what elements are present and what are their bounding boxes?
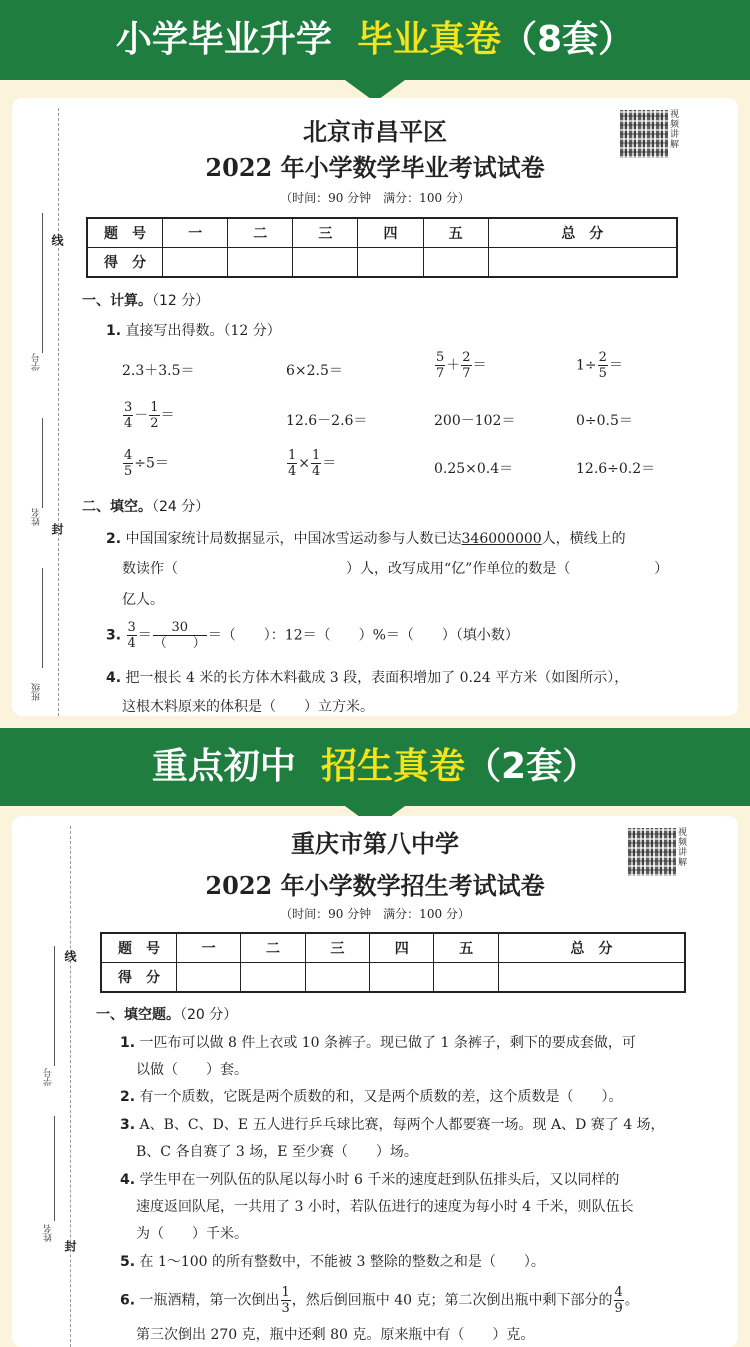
side-field-line xyxy=(42,418,43,508)
question-6: 6. 一瓶酒精，第一次倒出 $\frac{1}{3}$ ，然后倒回瓶中 40 克；第二次倒出瓶中剩下部分的 $\frac{4}{9}$ 。 xyxy=(120,1285,639,1316)
score-cell[interactable] xyxy=(177,963,241,993)
calc-item: 200－102＝ xyxy=(434,413,516,429)
score-cell[interactable] xyxy=(488,248,677,278)
exam-paper-1 xyxy=(12,98,738,716)
exam-region: 重庆市第八中学 xyxy=(291,829,459,858)
score-cell[interactable] xyxy=(498,963,685,993)
qr-label: 视 频 讲 解 xyxy=(670,110,680,150)
side-field-line xyxy=(42,213,43,353)
score-cell[interactable] xyxy=(163,248,228,278)
side-label-xingming: 姓名 xyxy=(44,1224,54,1242)
question-2-line: 亿人。 xyxy=(122,592,164,608)
question-1: 1. 一匹布可以做 8 件上衣或 10 条裤子。现已做了 1 条裤子，剩下的要成套做，可 xyxy=(120,1035,636,1051)
question-3: 3. $\frac{3}{4}$ ＝ $\frac{30}{( )}$ ＝（ ）：12＝（ ）%＝（ ）（填小数） xyxy=(106,620,519,651)
question-2: 2. 有一个质数，它既是两个质数的和，又是两个质数的差，这个质数是（ ）。 xyxy=(120,1089,623,1105)
side-char-xian: 线 xyxy=(50,234,64,246)
calc-item: $\frac{4}{5}$ ÷5＝ xyxy=(124,448,169,479)
section-heading: 二、填空。（24 分） xyxy=(82,499,210,515)
side-char-feng: 封 xyxy=(63,1240,77,1252)
calc-item: $\frac{3}{4}$ － $\frac{1}{2}$ ＝ xyxy=(124,400,175,431)
side-char-xian: 线 xyxy=(63,950,77,962)
score-cell[interactable] xyxy=(241,963,305,993)
calc-item: $\frac{1}{4}$ × $\frac{1}{4}$ ＝ xyxy=(288,448,337,479)
exam-title: 2022 年小学数学招生考试试卷 xyxy=(205,871,545,900)
question-3: 3. A、B、C、D、E 五人进行乒乓球比赛，每两个人都要赛一场。现 A、D 赛了 4 场， xyxy=(120,1117,665,1133)
score-table xyxy=(86,217,678,278)
score-table-row: 得 分 xyxy=(101,963,685,993)
section-heading: 一、填空题。（20 分） xyxy=(96,1007,238,1023)
score-cell[interactable] xyxy=(423,248,488,278)
side-field-line xyxy=(54,946,55,1066)
score-table xyxy=(100,932,686,993)
score-cell[interactable] xyxy=(305,963,369,993)
score-cell[interactable] xyxy=(370,963,434,993)
question-4-line: 速度返回队尾，一共用了 3 小时，若队伍进行的速度为每小时 4 千米，则队伍长 xyxy=(136,1199,634,1215)
calc-item: 12.6÷0.2＝ xyxy=(576,461,656,477)
score-cell[interactable] xyxy=(434,963,498,993)
side-char-feng: 封 xyxy=(50,523,64,535)
question-4-line: 为（ ）千米。 xyxy=(136,1226,248,1242)
banner-white-text: 小学毕业升学 xyxy=(115,19,332,60)
side-field-line xyxy=(42,568,43,668)
exam-title: 2022 年小学数学毕业考试试卷 xyxy=(205,153,545,182)
side-field-line xyxy=(54,1116,55,1221)
score-table-header: 题 号 一 二 三 四 五 总 分 xyxy=(101,933,685,963)
question-3-line: B、C 各自赛了 3 场，E 至少赛（ ）场。 xyxy=(136,1144,418,1160)
banner-highlight-text: 毕业真卷 xyxy=(357,19,502,60)
score-cell[interactable] xyxy=(358,248,423,278)
side-label-banji: 班级 xyxy=(32,683,42,701)
banner-white-text: 重点初中 xyxy=(151,746,296,787)
question-4: 4. 把一根长 4 米的长方体木料截成 3 段，表面积增加了 0.24 平方米（如图所示）， xyxy=(106,670,629,686)
score-cell[interactable] xyxy=(228,248,293,278)
calc-item: 12.6－2.6＝ xyxy=(286,413,368,429)
question-4-line: 这根木料原来的体积是（ ）立方米。 xyxy=(122,699,374,715)
score-table-header: 题 号 一 二 三 四 五 总 分 xyxy=(87,218,677,248)
section-heading: 一、计算。（12 分） xyxy=(82,293,210,309)
exam-paper-2 xyxy=(12,816,738,1347)
calc-item: 0÷0.5＝ xyxy=(576,413,633,429)
question-5: 5. 在 1～100 的所有整数中，不能被 3 整除的整数之和是（ ）。 xyxy=(120,1254,545,1270)
side-label-xuehao: 学号 xyxy=(32,353,42,371)
exam-time-info: （时间：90 分钟 满分：100 分） xyxy=(280,191,470,205)
question-1-line: 以做（ ）套。 xyxy=(136,1062,248,1078)
score-cell[interactable] xyxy=(293,248,358,278)
question-2-line: 数读作（ ）人，改写成用“亿”作单位的数是（ ） xyxy=(122,561,669,577)
qr-code[interactable] xyxy=(620,110,668,158)
side-label-xuehao: 学号 xyxy=(44,1068,54,1086)
question-2: 2. 中国国家统计局数据显示，中国冰雪运动参与人数已达346000000人，横线上的 xyxy=(106,531,626,547)
calc-item: 2.3＋3.5＝ xyxy=(122,363,195,379)
score-table-row: 得 分 xyxy=(87,248,677,278)
middle-banner xyxy=(0,728,750,806)
calc-item: 0.25×0.4＝ xyxy=(434,461,514,477)
calc-item: 1÷ $\frac{2}{5}$ ＝ xyxy=(576,350,623,381)
question-4: 4. 学生甲在一列队伍的队尾以每小时 6 千米的速度赶到队伍排头后，又以同样的 xyxy=(120,1172,620,1188)
exam-region: 北京市昌平区 xyxy=(303,117,447,146)
banner-highlight-text: 招生真卷 xyxy=(321,746,466,787)
qr-code[interactable] xyxy=(628,828,676,876)
side-label-xingming: 姓名 xyxy=(32,508,42,526)
calc-item: 6×2.5＝ xyxy=(286,363,343,379)
banner-suffix: （8套） xyxy=(501,19,635,60)
question-1: 1. 直接写出得数。（12 分） xyxy=(106,323,281,339)
question-6-line: 第三次倒出 270 克，瓶中还剩 80 克。原来瓶中有（ ）克。 xyxy=(136,1327,535,1343)
banner-suffix: （2套） xyxy=(465,746,599,787)
calc-item: $\frac{5}{7}$ ＋ $\frac{2}{7}$ ＝ xyxy=(436,350,487,381)
qr-label: 视 频 讲 解 xyxy=(678,828,688,868)
exam-time-info: （时间：90 分钟 满分：100 分） xyxy=(280,907,470,921)
top-banner xyxy=(0,0,750,80)
